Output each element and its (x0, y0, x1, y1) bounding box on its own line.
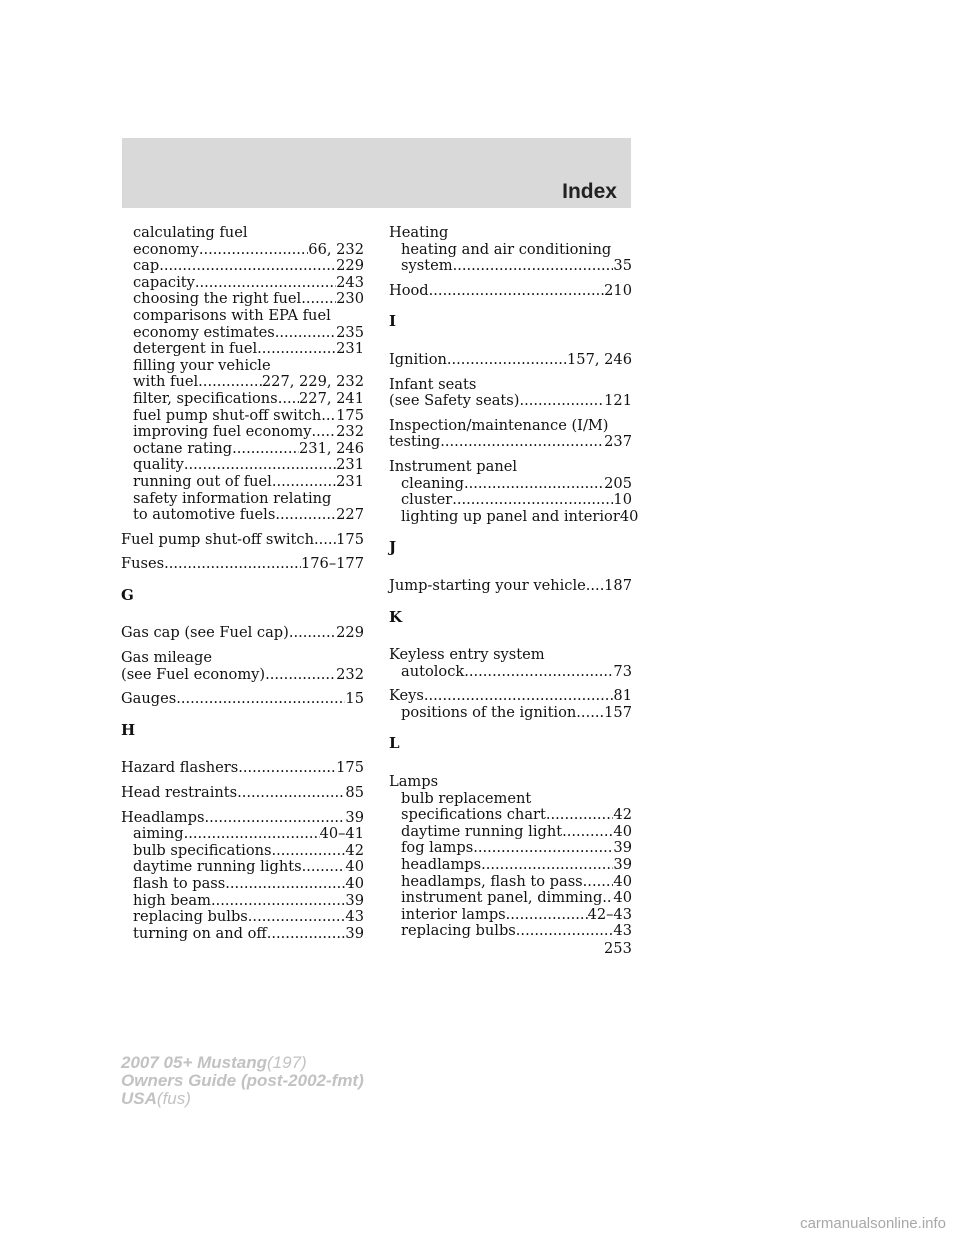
index-term-text: with fuel (133, 373, 199, 391)
index-subentry (389, 476, 632, 493)
index-subentry (121, 408, 364, 425)
index-term-text: Gas cap (see Fuel cap) (121, 624, 289, 642)
dot-leader (289, 625, 336, 642)
index-subentry (121, 424, 364, 441)
page-reference: 40 (613, 822, 632, 840)
page-reference: 39 (345, 891, 364, 909)
index-term-text: autolock (401, 662, 465, 680)
index-term-text: to automotive fuels (133, 506, 276, 524)
index-subentry (121, 826, 364, 843)
index-entry (121, 810, 364, 943)
page-reference: 39 (613, 839, 632, 857)
page-reference: 40 (619, 507, 639, 525)
index-subentry (121, 391, 364, 408)
dot-leader (586, 578, 604, 595)
index-subentry (121, 341, 364, 358)
index-term-text: Gauges (121, 690, 177, 708)
dot-leader (301, 291, 336, 308)
index-term (389, 352, 632, 369)
index-term-text: Hood (389, 281, 429, 299)
dot-leader (447, 352, 567, 369)
index-term-text: headlamps (401, 856, 482, 874)
index-entry (389, 578, 632, 595)
dot-leader (429, 283, 604, 300)
index-term-text: Hazard flashers (121, 759, 239, 777)
page-reference: 231 (336, 340, 364, 358)
index-term (121, 691, 364, 708)
page-reference: 175 (336, 406, 364, 424)
page-reference: 157, 246 (567, 350, 632, 368)
index-entry (121, 532, 364, 549)
page-reference: 35 (613, 257, 632, 275)
index-subentry (121, 876, 364, 893)
page-reference: 42 (345, 841, 364, 859)
page-reference: 232 (336, 423, 364, 441)
index-term-text: running out of fuel (133, 472, 272, 490)
index-term (389, 393, 632, 410)
index-term-text: safety information relating (133, 489, 332, 507)
index-entry (121, 650, 364, 683)
index-term-text: Jump-starting your vehicle (389, 576, 586, 594)
dot-leader (481, 857, 613, 874)
index-term (121, 556, 364, 573)
dot-leader (232, 441, 299, 458)
page-title: Index (562, 180, 617, 203)
page-reference: 231, 246 (299, 439, 364, 457)
index-term-text: bulb replacement (401, 789, 532, 807)
index-subentry (121, 275, 364, 292)
dot-leader (440, 434, 604, 451)
page-reference: 40 (613, 872, 632, 890)
watermark-text[interactable]: carmanualsonline.info (800, 1215, 946, 1232)
index-subentry (389, 705, 632, 722)
index-entry (121, 625, 364, 642)
index-term-text: Lamps (389, 773, 439, 791)
page-reference: 40–41 (319, 825, 364, 843)
page-reference: 227, 229, 232 (261, 373, 364, 391)
index-section-letter: H (121, 720, 136, 739)
index-section-letter: G (121, 585, 134, 604)
index-subentry (389, 242, 632, 259)
index-subentry (121, 225, 364, 242)
index-term-text: filter, specifications (133, 389, 278, 407)
index-term-text: fuel pump shut-off switch (133, 406, 322, 424)
index-term (121, 532, 364, 549)
index-term (389, 283, 632, 300)
dot-leader (237, 785, 345, 802)
index-term-text: improving fuel economy (133, 423, 312, 441)
index-term-text: capacity (133, 273, 195, 291)
index-term (389, 688, 632, 705)
index-term-text: heating and air conditioning (401, 240, 612, 258)
dot-leader (546, 807, 614, 824)
index-term-text: replacing bulbs (401, 922, 516, 940)
index-term-text: (see Fuel economy) (121, 665, 266, 683)
page-reference: 227, 241 (299, 389, 364, 407)
index-entry (121, 785, 364, 802)
page-reference: 210 (604, 281, 632, 299)
dot-leader (164, 556, 301, 573)
index-term-text: instrument panel, dimming (401, 889, 603, 907)
index-term (389, 434, 632, 451)
index-entry (389, 418, 632, 451)
index-subentry (121, 308, 364, 325)
index-term-text: testing (389, 433, 441, 451)
page-reference: 243 (336, 273, 364, 291)
index-term (121, 810, 364, 827)
index-subentry (121, 358, 364, 375)
index-entry (389, 688, 632, 721)
dot-leader (464, 476, 604, 493)
index-subentry (389, 791, 632, 808)
dot-leader (257, 341, 336, 358)
index-subentry (389, 824, 632, 841)
dot-leader (272, 474, 336, 491)
index-entry (121, 225, 364, 524)
page-reference: 231 (336, 456, 364, 474)
index-entry (121, 760, 364, 777)
page-reference: 231 (336, 472, 364, 490)
index-term-text: (see Safety seats) (389, 392, 520, 410)
page-reference: 43 (613, 922, 632, 940)
index-term-text: cleaning (401, 474, 464, 492)
dot-leader (506, 907, 588, 924)
index-term-text: bulb specifications (133, 841, 272, 859)
index-subentry (389, 507, 639, 526)
page-reference: 205 (604, 474, 632, 492)
index-section-letter: I (389, 312, 397, 331)
index-term-text: Gas mileage (121, 649, 212, 667)
index-section-letter: K (389, 607, 403, 626)
index-section-letter: J (389, 538, 397, 557)
index-subentry (389, 890, 632, 907)
dot-leader (602, 890, 613, 907)
index-subentry (121, 474, 364, 491)
page-reference: 229 (336, 257, 364, 275)
index-entry (389, 774, 632, 940)
index-term-text: headlamps, flash to pass (401, 872, 583, 890)
index-term-text: Fuel pump shut-off switch (121, 530, 314, 548)
index-term-text: replacing bulbs (133, 908, 248, 926)
index-subentry (121, 926, 364, 943)
page-number: 253 (604, 940, 632, 957)
index-subentry (389, 874, 632, 891)
index-term-text: specifications chart (401, 806, 546, 824)
index-subentry (121, 374, 364, 391)
index-subentry (389, 840, 632, 857)
page-reference: 42 (613, 806, 632, 824)
index-term-text: Head restraints (121, 784, 238, 802)
dot-leader (424, 688, 614, 705)
page-reference: 39 (345, 924, 364, 942)
page-reference: 227 (336, 506, 364, 524)
index-term-text: positions of the ignition (401, 703, 577, 721)
index-term (121, 625, 364, 642)
page-reference: 15 (345, 690, 364, 708)
page-reference: 230 (336, 290, 364, 308)
dot-leader (473, 840, 613, 857)
index-section-letter: L (389, 734, 400, 753)
index-subentry (389, 258, 632, 275)
page-reference: 43 (345, 908, 364, 926)
dot-leader (519, 393, 604, 410)
page-reference: 40 (345, 858, 364, 876)
footer-model-code: (197) (267, 1053, 307, 1072)
page-reference: 175 (336, 530, 364, 548)
page-reference: 175 (336, 759, 364, 777)
footer-market-code: (fus) (156, 1089, 191, 1108)
index-subentry (121, 893, 364, 910)
page-reference: 66, 232 (308, 240, 364, 258)
index-term-text: daytime running light (401, 822, 563, 840)
page-reference: 81 (613, 687, 632, 705)
index-term-text: calculating fuel (133, 224, 248, 241)
index-subentry (121, 457, 364, 474)
dot-leader (583, 874, 614, 891)
index-subentry (389, 664, 632, 681)
dot-leader (278, 391, 299, 408)
index-subentry (389, 923, 632, 940)
index-entry (389, 352, 632, 369)
dot-leader (267, 926, 346, 943)
dot-leader (195, 275, 336, 292)
dot-leader (198, 374, 262, 391)
index-term-text: turning on and off (133, 924, 267, 942)
index-term (121, 785, 364, 802)
document-footer (121, 1054, 364, 1108)
page-reference: 42–43 (587, 905, 632, 923)
index-subentry (121, 909, 364, 926)
dot-leader (199, 242, 308, 259)
dot-leader (312, 424, 337, 441)
dot-leader (159, 258, 336, 275)
dot-leader (464, 664, 613, 681)
dot-leader (453, 258, 614, 275)
page-reference: 237 (604, 433, 632, 451)
index-subentry (389, 907, 632, 924)
index-subentry (121, 242, 364, 259)
dot-leader (562, 824, 613, 841)
page-reference: 10 (613, 491, 632, 509)
index-term-text: cap (133, 257, 160, 275)
footer-market: USA (121, 1089, 157, 1108)
index-term-text: Inspection/maintenance (I/M) (389, 416, 609, 434)
dot-leader (272, 843, 346, 860)
page-reference: 232 (336, 665, 364, 683)
index-term-text: Keyless entry system (389, 646, 545, 664)
header-bar (122, 138, 631, 208)
page-reference: 73 (613, 662, 632, 680)
dot-leader (204, 810, 345, 827)
index-subentry (121, 843, 364, 860)
dot-leader (302, 859, 346, 876)
index-term (389, 774, 632, 791)
dot-leader (211, 893, 345, 910)
dot-leader (314, 532, 336, 549)
dot-leader (452, 492, 613, 509)
footer-model: 2007 05+ Mustang (121, 1053, 267, 1072)
index-entry (121, 691, 364, 708)
index-subentry (121, 258, 364, 275)
index-subentry (121, 491, 364, 508)
index-entry (389, 377, 632, 410)
page-reference: 39 (345, 808, 364, 826)
index-term-text: economy (133, 240, 199, 258)
page-reference: 39 (613, 856, 632, 874)
index-subentry (121, 291, 364, 308)
page-reference: 157 (604, 703, 632, 721)
dot-leader (176, 691, 345, 708)
index-term (389, 418, 632, 435)
page-reference: 176–177 (300, 555, 364, 573)
index-term-text: octane rating (133, 439, 233, 457)
index-entry (389, 225, 632, 275)
index-term-text: Keys (389, 687, 424, 705)
index-term-text: lighting up panel and interior (401, 507, 620, 525)
page-reference: 85 (345, 784, 364, 802)
index-term (389, 459, 632, 476)
index-term-text: Ignition (389, 350, 447, 368)
index-term-text: Infant seats (389, 375, 477, 393)
index-term (389, 647, 632, 664)
page-reference: 229 (336, 624, 364, 642)
index-subentry (121, 325, 364, 342)
index-term (389, 578, 632, 595)
index-term (389, 377, 632, 394)
index-subentry (121, 507, 364, 524)
dot-leader (275, 507, 336, 524)
page-reference: 40 (345, 875, 364, 892)
index-term (121, 650, 364, 667)
index-term-text: daytime running lights (133, 858, 302, 876)
index-column-right (389, 224, 639, 948)
index-entry (389, 457, 639, 525)
index-entry (121, 556, 364, 573)
dot-leader (248, 909, 346, 926)
index-subentry (389, 857, 632, 874)
index-term (121, 667, 364, 684)
dot-leader (576, 705, 604, 722)
index-term-text: Headlamps (121, 808, 205, 826)
page-reference: 187 (604, 576, 632, 594)
index-term-text: flash to pass (133, 875, 226, 892)
index-subentry (389, 492, 632, 509)
index-term-text: Fuses (121, 555, 165, 573)
page-reference: 40 (613, 889, 632, 907)
index-term-text: high beam (133, 891, 211, 909)
dot-leader (225, 876, 345, 893)
dot-leader (321, 408, 336, 425)
index-term-text: economy estimates (133, 323, 275, 341)
dot-leader (238, 760, 336, 777)
index-subentry (389, 807, 632, 824)
index-subentry (121, 441, 364, 458)
index-term-text: choosing the right fuel (133, 290, 302, 308)
index-term-text: Instrument panel (389, 457, 518, 475)
dot-leader (184, 457, 336, 474)
index-term-text: aiming (133, 825, 184, 843)
dot-leader (516, 923, 614, 940)
page-reference: 235 (336, 323, 364, 341)
index-column-left (121, 225, 364, 950)
index-term-text: filling your vehicle (133, 356, 271, 374)
dot-leader (275, 325, 336, 342)
page-reference: 121 (604, 392, 632, 410)
index-term-text: cluster (401, 491, 453, 509)
index-term-text: detergent in fuel (133, 340, 258, 358)
index-term-text: quality (133, 456, 184, 474)
index-term (389, 225, 632, 242)
footer-guide: Owners Guide (post-2002-fmt) (121, 1071, 364, 1090)
index-term-text: fog lamps (401, 839, 474, 857)
index-term (121, 760, 364, 777)
dot-leader (184, 826, 320, 843)
index-subentry (121, 859, 364, 876)
index-term-text: system (401, 257, 453, 275)
index-term-text: interior lamps (401, 905, 506, 923)
index-entry (389, 647, 632, 680)
index-entry (389, 283, 632, 300)
dot-leader (265, 667, 336, 684)
index-term-text: comparisons with EPA fuel (133, 306, 331, 324)
index-term-text: Heating (389, 224, 449, 241)
